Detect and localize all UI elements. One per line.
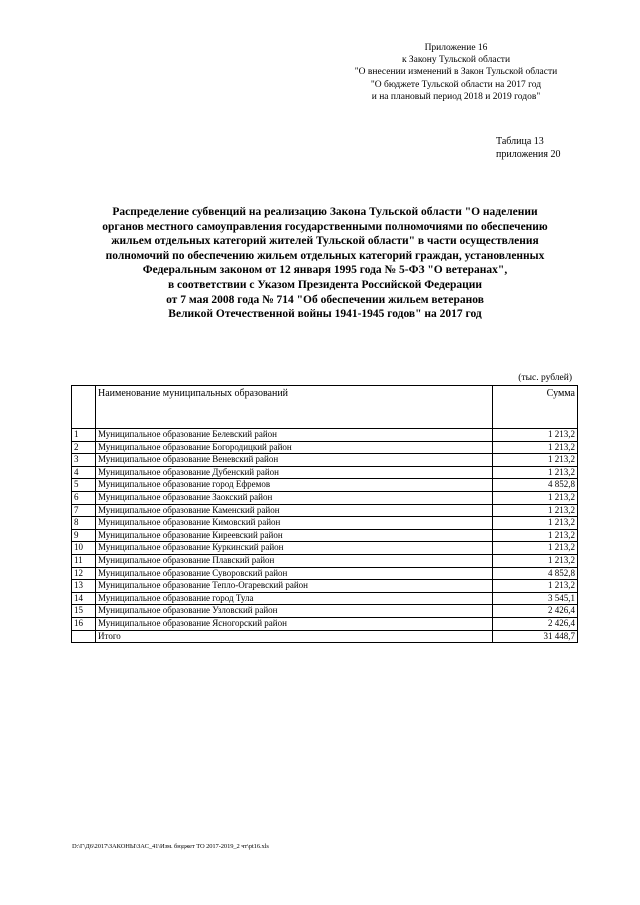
total-label: Итого <box>96 630 493 643</box>
row-name: Муниципальное образование Богородицкий район <box>96 441 493 454</box>
appendix-line: к Закону Тульской области <box>401 55 511 66</box>
title-line: органов местного самоуправления государственными полномочиями по обеспечению <box>102 220 548 233</box>
row-num: 10 <box>72 542 96 555</box>
title-line: Федеральным законом от 12 января 1995 года № 5-ФЗ "О ветеранах", <box>142 264 508 277</box>
total-sum: 31 448,7 <box>493 630 578 643</box>
table-row <box>72 542 578 555</box>
table-row <box>72 466 578 479</box>
row-name: Муниципальное образование Дубенский район <box>96 466 493 479</box>
header-name: Наименование муниципальных образований <box>96 386 493 429</box>
row-name: Муниципальное образование Веневский район <box>96 454 493 467</box>
table-row <box>72 592 578 605</box>
row-sum: 2 426,4 <box>493 617 578 630</box>
table-row <box>72 617 578 630</box>
row-sum: 1 213,2 <box>493 504 578 517</box>
row-sum: 1 213,2 <box>493 429 578 442</box>
table-row <box>72 479 578 492</box>
table-reference <box>496 136 560 161</box>
row-num: 11 <box>72 554 96 567</box>
document-title <box>60 205 590 322</box>
row-name: Муниципальное образование Куркинский район <box>96 542 493 555</box>
row-num: 15 <box>72 605 96 618</box>
row-num: 3 <box>72 454 96 467</box>
row-num: 16 <box>72 617 96 630</box>
row-num: 14 <box>72 592 96 605</box>
row-num: 12 <box>72 567 96 580</box>
subsidy-table <box>71 385 578 643</box>
row-sum: 1 213,2 <box>493 542 578 555</box>
row-name: Муниципальное образование Заокский район <box>96 491 493 504</box>
row-name: Муниципальное образование Тепло-Огаревский район <box>96 580 493 593</box>
table-row <box>72 429 578 442</box>
title-line: Распределение субвенций на реализацию Закона Тульской области "О наделении <box>112 206 538 218</box>
row-num: 2 <box>72 441 96 454</box>
units-label: (тыс. рублей) <box>518 373 572 383</box>
table-reference-line: приложения 20 <box>496 148 561 160</box>
title-line: Великой Отечественной войны 1941-1945 годов" на 2017 год <box>168 308 482 321</box>
row-sum: 3 545,1 <box>493 592 578 605</box>
appendix-line: "О бюджете Тульской области на 2017 год <box>370 79 542 90</box>
table-header-row <box>72 386 578 429</box>
row-sum: 4 852,8 <box>493 567 578 580</box>
row-name: Муниципальное образование Ясногорский район <box>96 617 493 630</box>
title-line: полномочий по обеспечению жильем отдельных категорий граждан, установленных <box>105 249 545 262</box>
table-row <box>72 441 578 454</box>
row-name: Муниципальное образование Узловский район <box>96 605 493 618</box>
row-num: 8 <box>72 517 96 530</box>
table-row <box>72 504 578 517</box>
file-path-footer: D:\Г\Д6\2017\ЗАКОНЫ\ЗАС_41\Изм. бюджет ТО 2017-2019_2 чт\pt16.xls <box>72 843 269 850</box>
row-name: Муниципальное образование Суворовский район <box>96 567 493 580</box>
appendix-header <box>336 42 576 103</box>
row-name: Муниципальное образование город Ефремов <box>96 479 493 492</box>
table-row <box>72 554 578 567</box>
row-name: Муниципальное образование Каменский район <box>96 504 493 517</box>
row-sum: 1 213,2 <box>493 554 578 567</box>
row-sum: 1 213,2 <box>493 491 578 504</box>
header-num <box>72 386 96 429</box>
table-row <box>72 491 578 504</box>
row-name: Муниципальное образование Киреевский район <box>96 529 493 542</box>
row-sum: 1 213,2 <box>493 441 578 454</box>
row-name: Муниципальное образование город Тула <box>96 592 493 605</box>
table-reference-line: Таблица 13 <box>496 136 544 147</box>
row-num: 9 <box>72 529 96 542</box>
total-num <box>72 630 96 643</box>
row-sum: 1 213,2 <box>493 529 578 542</box>
row-name: Муниципальное образование Кимовский район <box>96 517 493 530</box>
row-num: 4 <box>72 466 96 479</box>
row-sum: 1 213,2 <box>493 580 578 593</box>
row-num: 13 <box>72 580 96 593</box>
row-sum: 2 426,4 <box>493 605 578 618</box>
appendix-line: "О внесении изменений в Закон Тульской области <box>354 67 558 78</box>
row-sum: 1 213,2 <box>493 466 578 479</box>
row-sum: 1 213,2 <box>493 517 578 530</box>
row-sum: 4 852,8 <box>493 479 578 492</box>
title-line: жильем отдельных категорий жителей Тульской области" в части осуществления <box>111 235 539 248</box>
row-num: 1 <box>72 429 96 442</box>
header-sum: Сумма <box>493 386 578 429</box>
table-row <box>72 567 578 580</box>
title-line: в соответствии с Указом Президента Российской Федерации <box>167 278 483 291</box>
row-name: Муниципальное образование Плавский район <box>96 554 493 567</box>
row-sum: 1 213,2 <box>493 454 578 467</box>
title-line: от 7 мая 2008 года № 714 "Об обеспечении жильем ветеранов <box>166 293 484 306</box>
table-row <box>72 517 578 530</box>
appendix-line: Приложение 16 <box>424 43 488 53</box>
row-num: 7 <box>72 504 96 517</box>
table-body <box>72 429 578 631</box>
table-row <box>72 529 578 542</box>
row-num: 5 <box>72 479 96 492</box>
table-row <box>72 454 578 467</box>
table-row <box>72 580 578 593</box>
row-name: Муниципальное образование Белевский район <box>96 429 493 442</box>
appendix-line: и на плановый период 2018 и 2019 годов" <box>371 91 541 102</box>
table-total-row <box>72 630 578 643</box>
row-num: 6 <box>72 491 96 504</box>
table-row <box>72 605 578 618</box>
